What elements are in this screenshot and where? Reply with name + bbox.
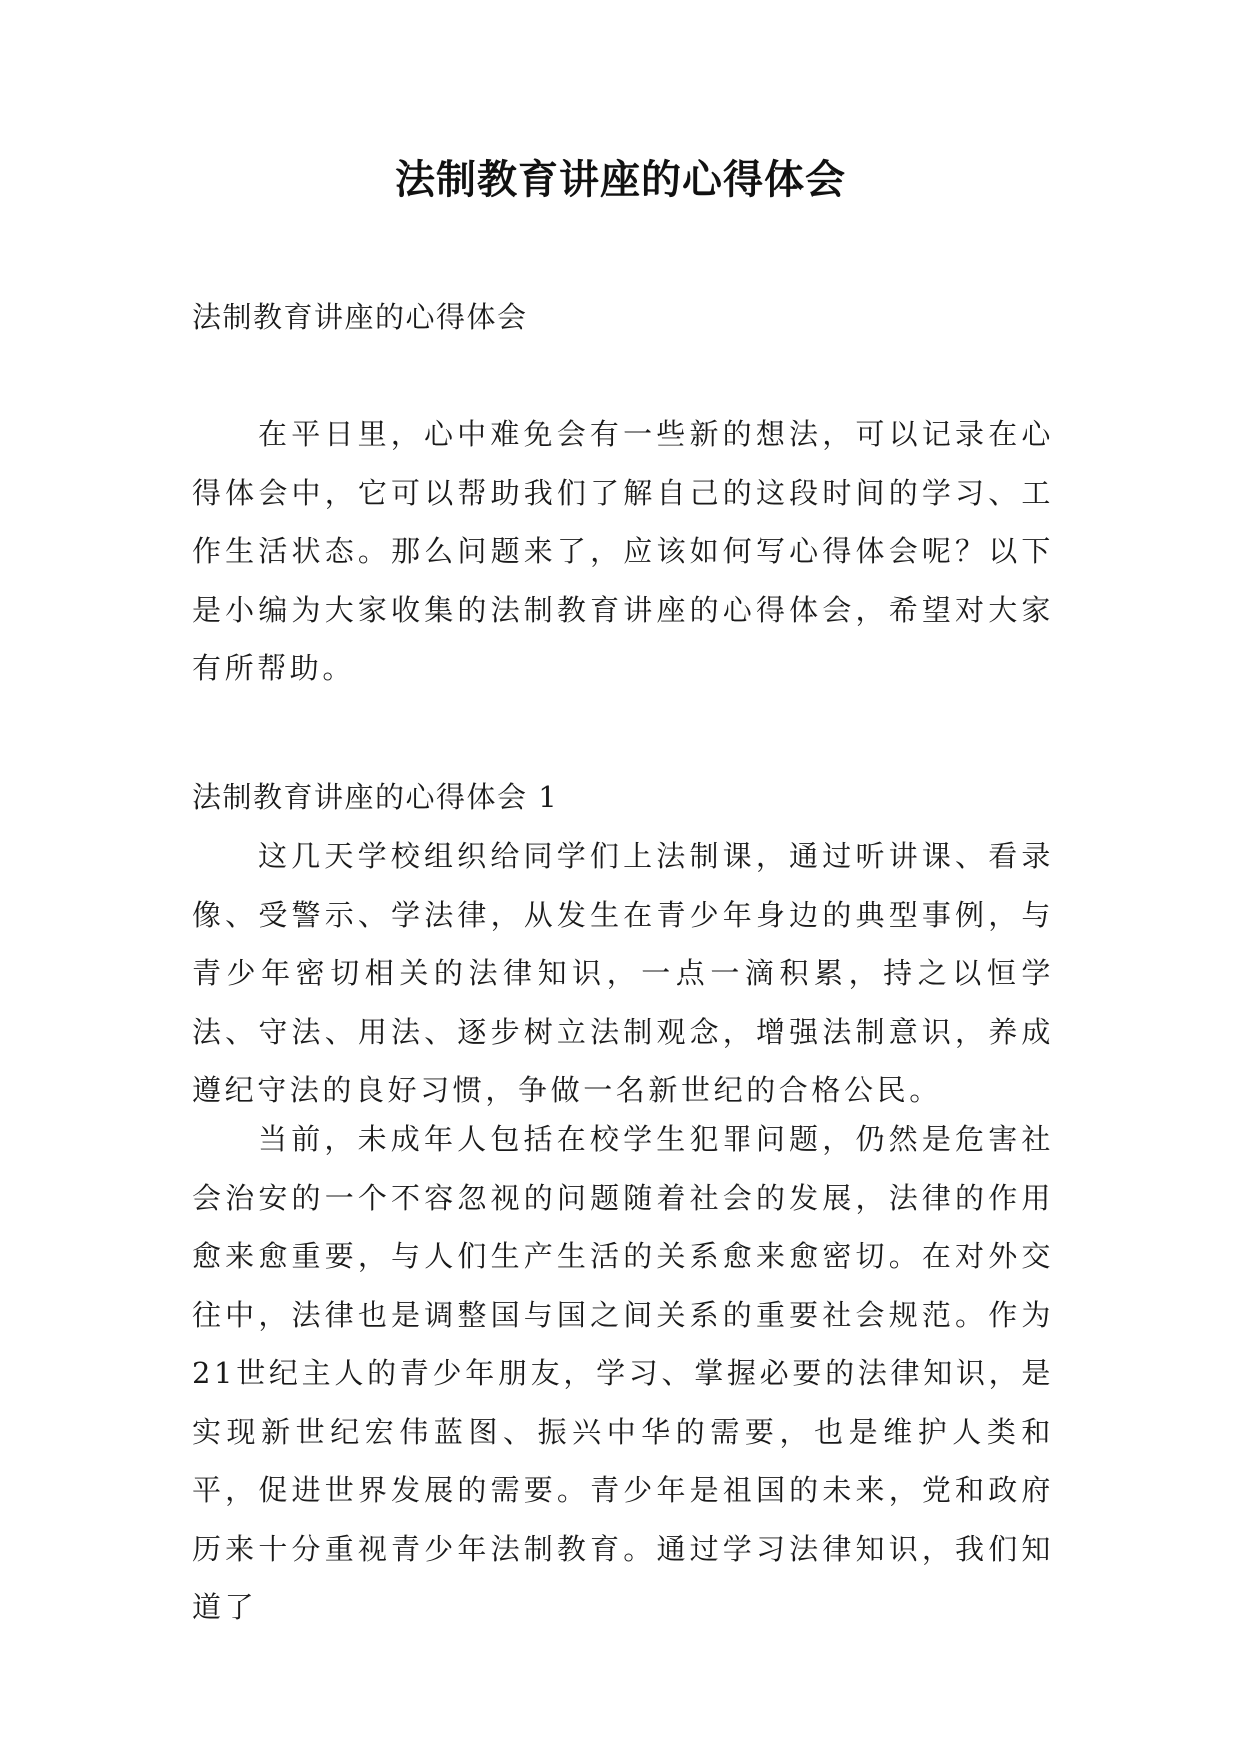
section-heading: 法制教育讲座的心得体会 1	[192, 780, 559, 814]
document-subtitle: 法制教育讲座的心得体会	[192, 300, 528, 334]
document-title: 法制教育讲座的心得体会	[395, 156, 846, 203]
intro-paragraph: 在平日里，心中难免会有一些新的想法，可以记录在心得体会中，它可以帮助我们了解自己的这段时间的学习、工作生活状态。那么问题来了，应该如何写心得体会呢？以下是小编为大家收集的法制教育讲座的心得体会，希望对大家有所帮助。	[192, 417, 1054, 685]
body-paragraph-2: 当前，未成年人包括在校学生犯罪问题，仍然是危害社会治安的一个不容忽视的问题随着社会的发展，法律的作用愈来愈重要，与人们生产生活的关系愈来愈密切。在对外交往中，法律也是调整国与国之间关系的重要社会规范。作为21世纪主人的青少年朋友，学习、掌握必要的法律知识，是实现新世纪宏伟蓝图、振兴中华的需要，也是维护人类和平，促进世界发展的需要。青少年是祖国的未来，党和政府历来十分重视青少年法制教育。通过学习法律知识，我们知道了	[192, 1122, 1054, 1624]
body-paragraph-1: 这几天学校组织给同学们上法制课，通过听讲课、看录像、受警示、学法律，从发生在青少年身边的典型事例，与青少年密切相关的法律知识，一点一滴积累，持之以恒学法、守法、用法、逐步树立法制观念，增强法制意识，养成遵纪守法的良好习惯，争做一名新世纪的合格公民。	[192, 839, 1054, 1107]
